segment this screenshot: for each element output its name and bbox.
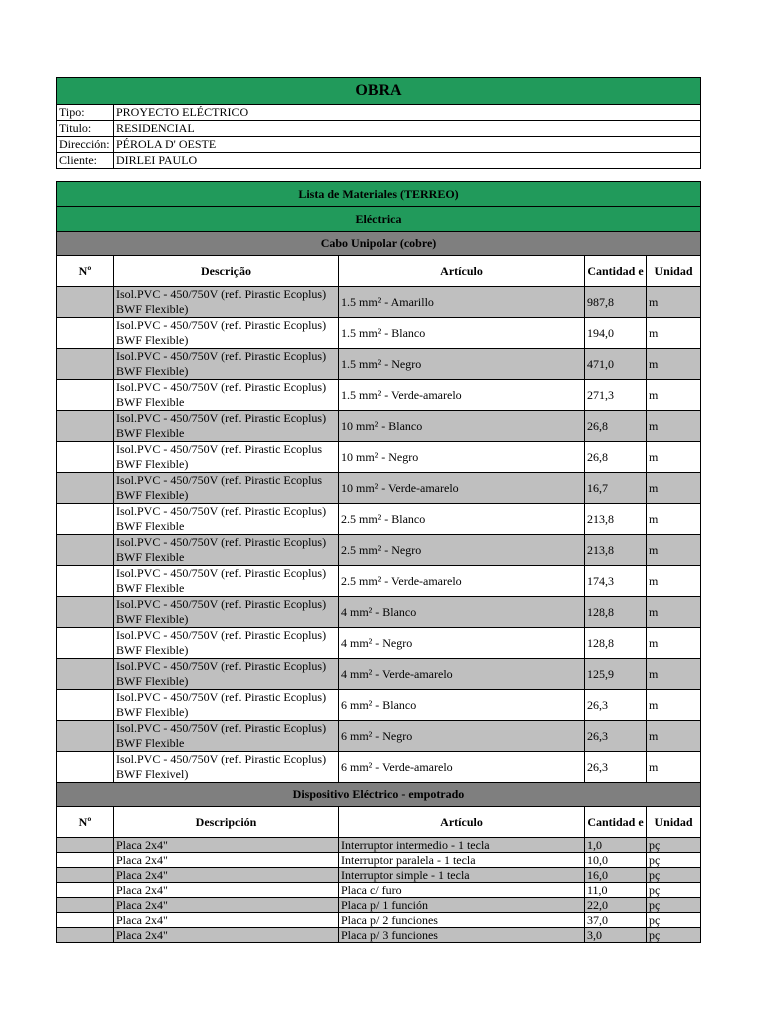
table-row xyxy=(57,883,701,898)
row-description: Isol.PVC - 450/750V (ref. Pirastic Ecoplus) BWF Flexible) xyxy=(114,690,339,721)
row-quantity: 128,8 xyxy=(585,628,647,659)
row-unit: m xyxy=(647,473,701,504)
row-quantity: 26,3 xyxy=(585,721,647,752)
obra-field-value: PROYECTO ELÉCTRICO xyxy=(114,105,701,121)
row-quantity: 22,0 xyxy=(585,898,647,913)
obra-field-value: PÉROLA D' OESTE xyxy=(114,137,701,153)
row-number-cell xyxy=(57,597,114,628)
column-header-row xyxy=(57,256,701,287)
row-article: 10 mm² - Negro xyxy=(339,442,585,473)
table-row xyxy=(57,659,701,690)
table-row xyxy=(57,721,701,752)
row-quantity: 271,3 xyxy=(585,380,647,411)
obra-title: OBRA xyxy=(57,78,701,105)
row-number-cell xyxy=(57,287,114,318)
row-number-cell xyxy=(57,883,114,898)
row-number-cell xyxy=(57,928,114,943)
section-title: Dispositivo Eléctrico - empotrado xyxy=(57,783,701,807)
row-number-cell xyxy=(57,535,114,566)
row-unit: m xyxy=(647,752,701,783)
table-row xyxy=(57,442,701,473)
row-description: Isol.PVC - 450/750V (ref. Pirastic Ecoplus BWF Flexible) xyxy=(114,473,339,504)
table-row xyxy=(57,752,701,783)
row-number-cell xyxy=(57,752,114,783)
section-title: Cabo Unipolar (cobre) xyxy=(57,232,701,256)
row-article: 4 mm² - Negro xyxy=(339,628,585,659)
col-header-description: Descrição xyxy=(114,256,339,287)
row-quantity: 213,8 xyxy=(585,535,647,566)
row-description: Isol.PVC - 450/750V (ref. Pirastic Ecoplus) BWF Flexible xyxy=(114,566,339,597)
row-quantity: 16,7 xyxy=(585,473,647,504)
obra-field-row xyxy=(57,121,701,137)
col-header-article: Artículo xyxy=(339,807,585,838)
row-unit: pç xyxy=(647,913,701,928)
obra-field-label: Dirección: xyxy=(57,137,114,153)
row-unit: m xyxy=(647,721,701,752)
row-description: Isol.PVC - 450/750V (ref. Pirastic Ecoplus BWF Flexible) xyxy=(114,442,339,473)
row-number-cell xyxy=(57,868,114,883)
row-unit: m xyxy=(647,628,701,659)
row-description: Isol.PVC - 450/750V (ref. Pirastic Ecoplus) BWF Flexible) xyxy=(114,659,339,690)
table-row xyxy=(57,504,701,535)
obra-field-row xyxy=(57,153,701,169)
column-header-row xyxy=(57,807,701,838)
row-description: Placa 2x4" xyxy=(114,928,339,943)
table-row xyxy=(57,628,701,659)
col-header-number: Nº xyxy=(57,256,114,287)
row-number-cell xyxy=(57,504,114,535)
row-unit: pç xyxy=(647,898,701,913)
table-row xyxy=(57,913,701,928)
row-number-cell xyxy=(57,838,114,853)
row-unit: pç xyxy=(647,928,701,943)
row-unit: m xyxy=(647,442,701,473)
row-unit: m xyxy=(647,690,701,721)
row-number-cell xyxy=(57,349,114,380)
table-row xyxy=(57,287,701,318)
row-quantity: 174,3 xyxy=(585,566,647,597)
row-number-cell xyxy=(57,473,114,504)
obra-field-value: DIRLEI PAULO xyxy=(114,153,701,169)
row-unit: pç xyxy=(647,838,701,853)
row-article: 2.5 mm² - Verde-amarelo xyxy=(339,566,585,597)
row-unit: m xyxy=(647,349,701,380)
table-row xyxy=(57,898,701,913)
col-header-unit: Unidad xyxy=(647,807,701,838)
row-quantity: 987,8 xyxy=(585,287,647,318)
row-unit: m xyxy=(647,659,701,690)
materials-title: Lista de Materiales (TERREO) xyxy=(57,182,701,207)
table-row xyxy=(57,349,701,380)
row-number-cell xyxy=(57,898,114,913)
row-number-cell xyxy=(57,442,114,473)
table-row xyxy=(57,473,701,504)
materials-category: Eléctrica xyxy=(57,207,701,232)
obra-field-label: Titulo: xyxy=(57,121,114,137)
col-header-description: Descripción xyxy=(114,807,339,838)
row-article: Interruptor intermedio - 1 tecla xyxy=(339,838,585,853)
row-quantity: 471,0 xyxy=(585,349,647,380)
col-header-number: Nº xyxy=(57,807,114,838)
obra-field-label: Tipo: xyxy=(57,105,114,121)
row-article: 1.5 mm² - Amarillo xyxy=(339,287,585,318)
row-unit: m xyxy=(647,318,701,349)
row-quantity: 194,0 xyxy=(585,318,647,349)
row-description: Isol.PVC - 450/750V (ref. Pirastic Ecoplus) BWF Flexible) xyxy=(114,628,339,659)
table-row xyxy=(57,838,701,853)
row-quantity: 26,3 xyxy=(585,752,647,783)
row-number-cell xyxy=(57,380,114,411)
row-description: Isol.PVC - 450/750V (ref. Pirastic Ecoplus) BWF Flexible) xyxy=(114,318,339,349)
row-description: Isol.PVC - 450/750V (ref. Pirastic Ecoplus) BWF Flexible xyxy=(114,411,339,442)
row-unit: m xyxy=(647,411,701,442)
row-article: Placa p/ 3 funciones xyxy=(339,928,585,943)
row-number-cell xyxy=(57,566,114,597)
table-row xyxy=(57,853,701,868)
table-row xyxy=(57,566,701,597)
row-number-cell xyxy=(57,913,114,928)
row-number-cell xyxy=(57,318,114,349)
row-quantity: 16,0 xyxy=(585,868,647,883)
row-article: 1.5 mm² - Negro xyxy=(339,349,585,380)
table-row xyxy=(57,690,701,721)
row-quantity: 26,8 xyxy=(585,442,647,473)
row-description: Isol.PVC - 450/750V (ref. Pirastic Ecoplus) BWF Flexible) xyxy=(114,349,339,380)
row-description: Isol.PVC - 450/750V (ref. Pirastic Ecoplus) BWF Flexible xyxy=(114,535,339,566)
row-quantity: 3,0 xyxy=(585,928,647,943)
row-article: Placa p/ 1 función xyxy=(339,898,585,913)
row-article: 2.5 mm² - Negro xyxy=(339,535,585,566)
table-row xyxy=(57,928,701,943)
row-description: Placa 2x4" xyxy=(114,898,339,913)
table-row xyxy=(57,380,701,411)
row-number-cell xyxy=(57,411,114,442)
row-description: Isol.PVC - 450/750V (ref. Pirastic Ecoplus) BWF Flexible xyxy=(114,721,339,752)
row-article: 1.5 mm² - Blanco xyxy=(339,318,585,349)
row-description: Placa 2x4" xyxy=(114,838,339,853)
obra-field-row xyxy=(57,105,701,121)
row-article: 6 mm² - Blanco xyxy=(339,690,585,721)
row-article: Interruptor paralela - 1 tecla xyxy=(339,853,585,868)
row-article: 10 mm² - Verde-amarelo xyxy=(339,473,585,504)
row-unit: m xyxy=(647,504,701,535)
row-description: Placa 2x4" xyxy=(114,868,339,883)
col-header-quantity: Cantidad e xyxy=(585,807,647,838)
obra-table xyxy=(56,77,701,169)
row-number-cell xyxy=(57,659,114,690)
row-quantity: 10,0 xyxy=(585,853,647,868)
row-article: Placa p/ 2 funciones xyxy=(339,913,585,928)
row-quantity: 1,0 xyxy=(585,838,647,853)
row-number-cell xyxy=(57,721,114,752)
row-article: 4 mm² - Blanco xyxy=(339,597,585,628)
row-quantity: 125,9 xyxy=(585,659,647,690)
row-quantity: 128,8 xyxy=(585,597,647,628)
col-header-article: Artículo xyxy=(339,256,585,287)
row-quantity: 26,3 xyxy=(585,690,647,721)
table-row xyxy=(57,318,701,349)
row-article: 10 mm² - Blanco xyxy=(339,411,585,442)
table-row xyxy=(57,868,701,883)
row-description: Isol.PVC - 450/750V (ref. Pirastic Ecoplus) BWF Flexible) xyxy=(114,597,339,628)
row-quantity: 11,0 xyxy=(585,883,647,898)
row-quantity: 213,8 xyxy=(585,504,647,535)
row-description: Isol.PVC - 450/750V (ref. Pirastic Ecoplus) BWF Flexible xyxy=(114,504,339,535)
row-quantity: 37,0 xyxy=(585,913,647,928)
row-unit: pç xyxy=(647,868,701,883)
row-article: 6 mm² - Verde-amarelo xyxy=(339,752,585,783)
row-number-cell xyxy=(57,690,114,721)
obra-field-value: RESIDENCIAL xyxy=(114,121,701,137)
table-row xyxy=(57,597,701,628)
obra-field-row xyxy=(57,137,701,153)
row-article: 2.5 mm² - Blanco xyxy=(339,504,585,535)
col-header-quantity: Cantidad e xyxy=(585,256,647,287)
row-description: Placa 2x4" xyxy=(114,913,339,928)
col-header-unit: Unidad xyxy=(647,256,701,287)
row-unit: m xyxy=(647,566,701,597)
row-description: Isol.PVC - 450/750V (ref. Pirastic Ecoplus) BWF Flexivel) xyxy=(114,752,339,783)
row-description: Isol.PVC - 450/750V (ref. Pirastic Ecoplus) BWF Flexible xyxy=(114,380,339,411)
row-description: Isol.PVC - 450/750V (ref. Pirastic Ecoplus) BWF Flexible) xyxy=(114,287,339,318)
row-unit: m xyxy=(647,597,701,628)
table-row xyxy=(57,535,701,566)
row-unit: m xyxy=(647,380,701,411)
materials-table xyxy=(56,181,701,943)
row-unit: m xyxy=(647,535,701,566)
row-article: Interruptor simple - 1 tecla xyxy=(339,868,585,883)
row-article: 1.5 mm² - Verde-amarelo xyxy=(339,380,585,411)
row-number-cell xyxy=(57,628,114,659)
row-number-cell xyxy=(57,853,114,868)
row-unit: pç xyxy=(647,883,701,898)
row-article: 6 mm² - Negro xyxy=(339,721,585,752)
row-unit: pç xyxy=(647,853,701,868)
row-article: 4 mm² - Verde-amarelo xyxy=(339,659,585,690)
table-row xyxy=(57,411,701,442)
row-quantity: 26,8 xyxy=(585,411,647,442)
row-description: Placa 2x4" xyxy=(114,883,339,898)
row-unit: m xyxy=(647,287,701,318)
row-description: Placa 2x4" xyxy=(114,853,339,868)
obra-field-label: Cliente: xyxy=(57,153,114,169)
row-article: Placa c/ furo xyxy=(339,883,585,898)
